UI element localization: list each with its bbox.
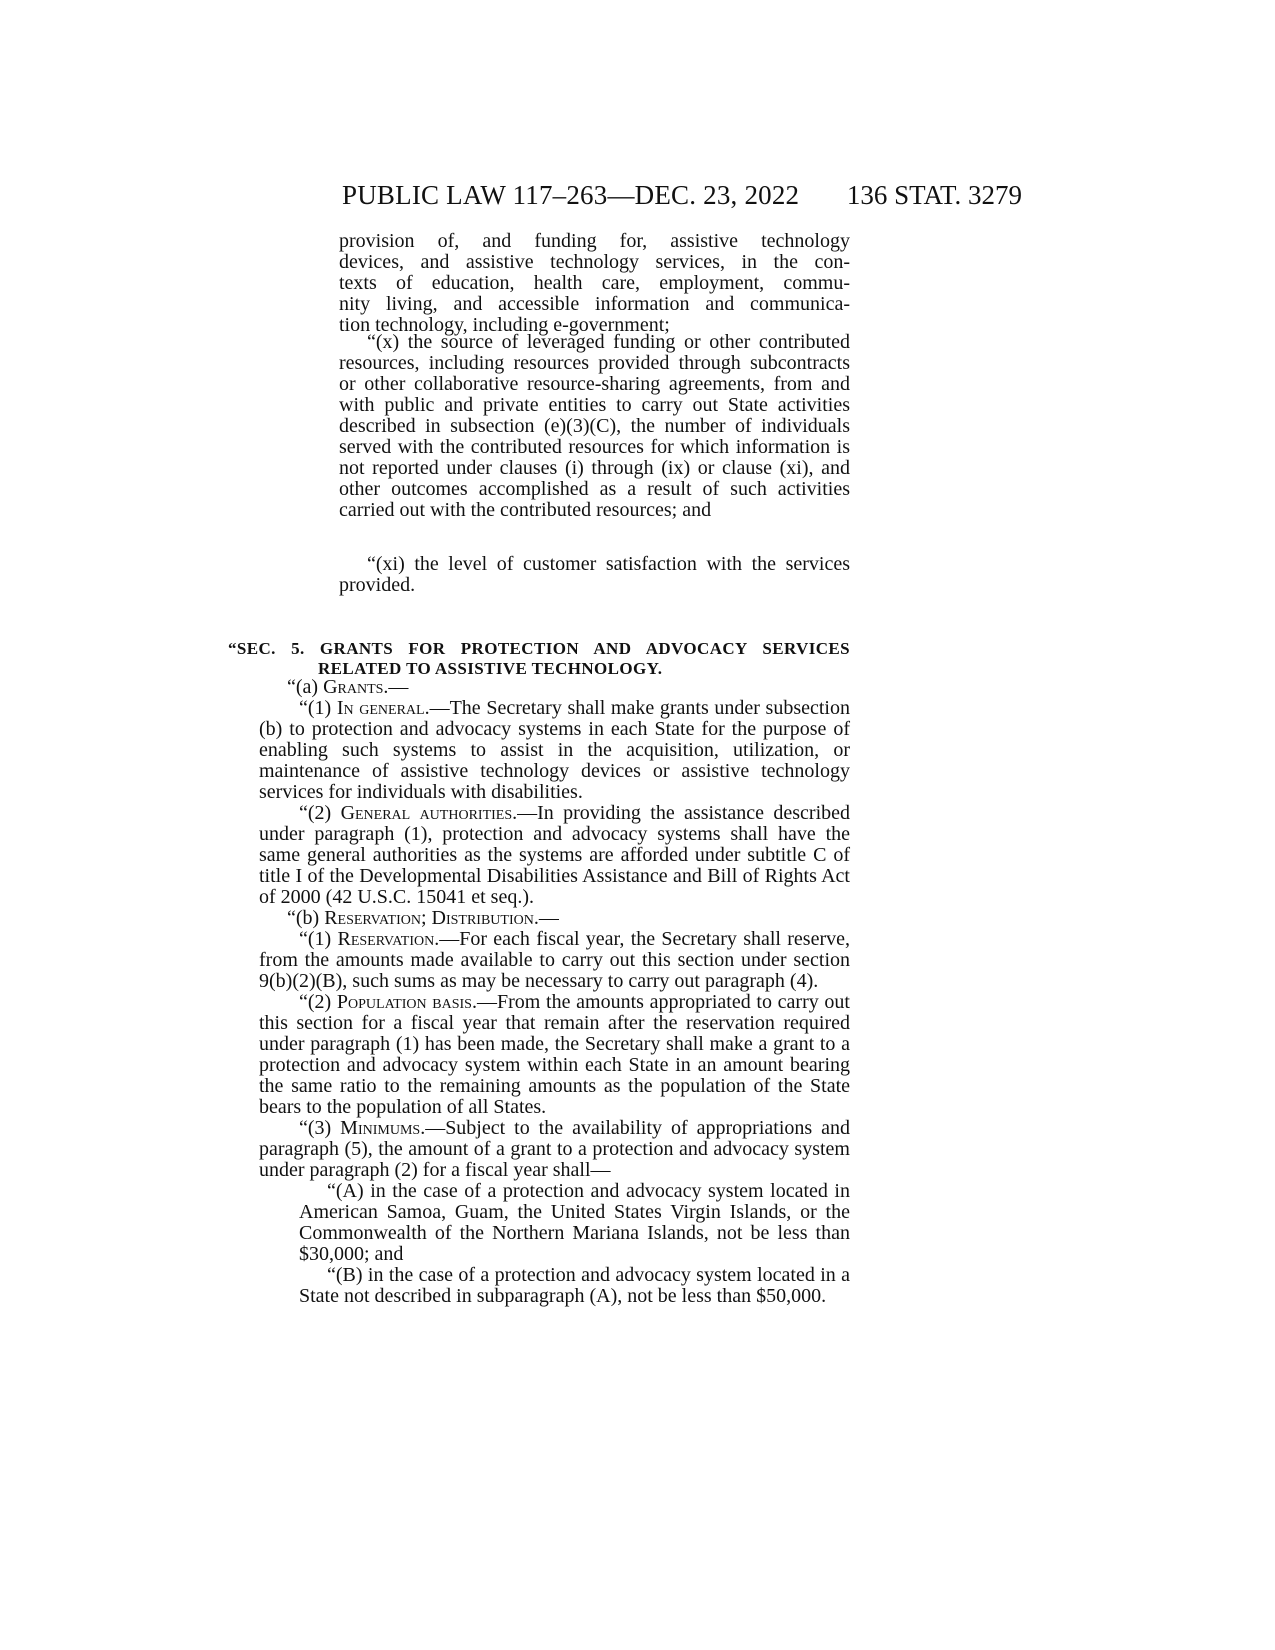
para-a2-label: General authorities [340, 802, 513, 824]
subsection-a-suffix: .— [383, 676, 409, 698]
paragraph-b3 [259, 1118, 850, 1181]
para-a1-text: .—The Secretary shall make grants under subsection (b) to protection and advocacy systems in each State for the purpose of enabling such systems to assist in the acquisition, utilization, or maintenance of assistive technology devices or assistive technology services for individuals with disabilities. [259, 697, 850, 803]
continued-line: texts of education, health care, employment, commu- [339, 272, 850, 294]
subsection-a-heading [259, 677, 850, 698]
continued-line: provision of, and funding for, assistive technology [339, 230, 850, 252]
para-a2-prefix: “(2) [299, 802, 341, 824]
paragraph-b2 [259, 992, 850, 1118]
para-a1-prefix: “(1) [299, 697, 337, 719]
page-number: 136 STAT. 3279 [846, 180, 1022, 210]
para-b1-text: .—For each fiscal year, the Secretary shall reserve, from the amounts made available to carry out this section under section 9(b)(2)(B), such sums as may be necessary to carry out paragraph (4). [259, 928, 850, 992]
subparagraphs [259, 1181, 850, 1307]
subparagraph-B: “(B) in the case of a protection and advocacy system located in a State not described in subparagraph (A), not be less than $50,000. [299, 1264, 850, 1307]
subsection-b-heading [259, 908, 850, 929]
para-b2-label: Population basis [336, 991, 472, 1013]
para-b3-label: Minimums [340, 1117, 421, 1139]
para-b1-label: Reservation [337, 928, 435, 950]
clause-xi [339, 554, 850, 596]
subsection-a-label: Grants [323, 676, 384, 698]
paragraph-a1 [259, 698, 850, 803]
continued-line: devices, and assistive technology services, in the con- [339, 251, 850, 273]
continued-line: nity living, and accessible information and communica- [339, 293, 850, 315]
page-header [342, 180, 1022, 220]
section-5-body [259, 657, 850, 1307]
clause-x [339, 332, 850, 521]
clause-x-text: “(x) the source of leveraged funding or other contributed resources, including resources provided through subcontracts or other collaborative resource-sharing agreements, from and with public and private entities to carry out State activities described in subsection (e)(3)(C), the number of individuals served with the contributed resources for which information is not reported under clauses (i) through (ix) or clause (xi), and other outcomes accomplished as a result of such activities carried out with the contributed resources; and [339, 331, 850, 521]
subsection-a-prefix: “(a) [287, 676, 324, 698]
subsection-b-prefix: “(b) [287, 907, 325, 929]
section-heading-line1: “SEC. 5. GRANTS FOR PROTECTION AND ADVOCACY SERVICES [228, 639, 850, 658]
para-a2-text: .—In providing the assistance described under paragraph (1), protection and advocacy systems shall have the same general authorities as the systems are afforded under subtitle C of title I of the Developmental Disabilities Assistance and Bill of Rights Act of 2000 (42 U.S.C. 15041 et seq.). [259, 802, 851, 908]
continued-clause-ix [339, 231, 850, 336]
paragraph-b1 [259, 929, 850, 992]
para-b2-prefix: “(2) [299, 991, 337, 1013]
subparagraph-A: “(A) in the case of a protection and advocacy system located in American Samoa, Guam, the United States Virgin Islands, or the Commonwealth of the Northern Mariana Islands, not be less than $30,000; and [299, 1180, 850, 1265]
paragraph-a2 [259, 803, 850, 908]
continued-line: tion technology, including e-government; [339, 314, 670, 336]
running-head-title: PUBLIC LAW 117–263—DEC. 23, 2022 [342, 180, 800, 210]
para-b3-text: .—Subject to the availability of appropriations and paragraph (5), the amount of a grant to a protection and advocacy system under paragraph (2) for a fiscal year shall— [259, 1117, 851, 1181]
para-b2-text: .—From the amounts appropriated to carry out this section for a fiscal year that remain after the reservation required under paragraph (1) has been made, the Secretary shall make a grant to a protection and advocacy system within each State in an amount bearing the same ratio to the remaining amounts as the population of the State bears to the population of all States. [259, 991, 850, 1118]
subsection-b-suffix: .— [533, 907, 559, 929]
para-b1-prefix: “(1) [299, 928, 338, 950]
clause-xi-text: “(xi) the level of customer satisfaction with the services provided. [339, 553, 850, 596]
para-b3-prefix: “(3) [299, 1117, 341, 1139]
para-a1-label: In general [336, 697, 425, 719]
subsection-b-label: Reservation; Distribution [324, 907, 534, 929]
section-heading-line2: RELATED TO ASSISTIVE TECHNOLOGY. [318, 659, 663, 678]
